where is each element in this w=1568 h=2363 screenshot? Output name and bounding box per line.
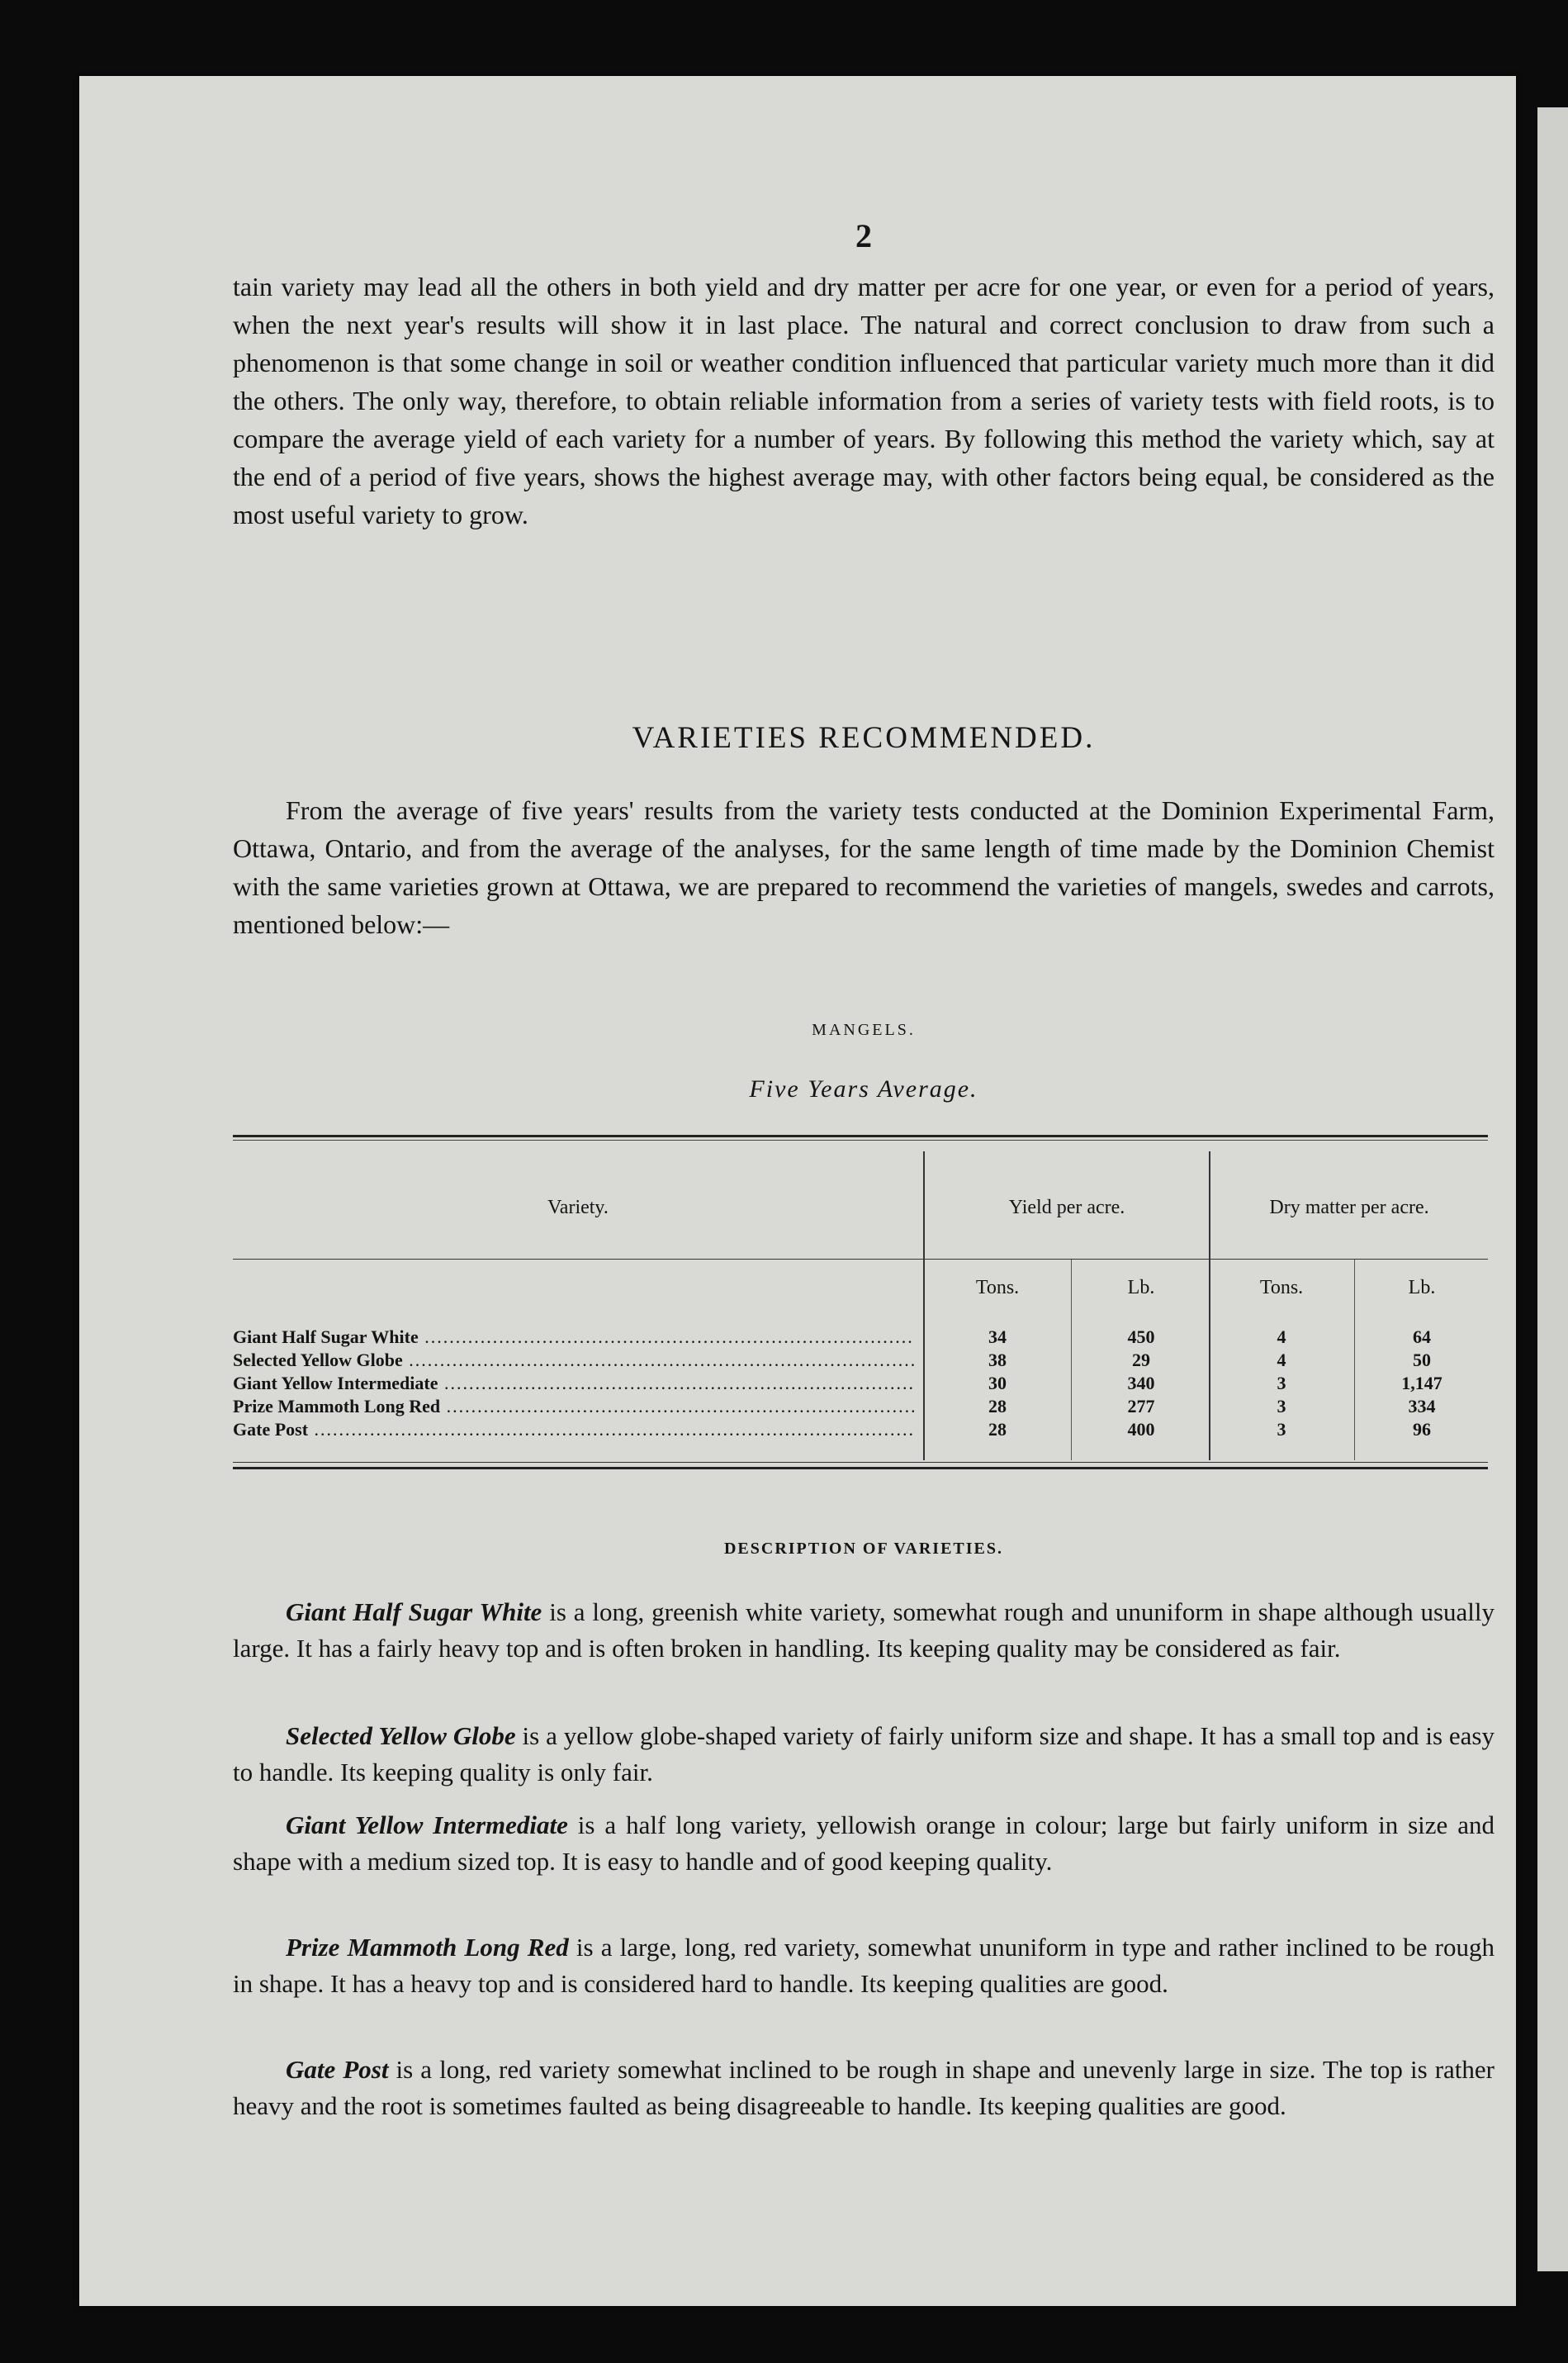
variety-text: is a large, long, red variety, somewhat ununiform in type and rather inclined to be rough in shape. It has a heavy top and is considered hard to handle. Its keeping qualities are good.	[233, 1933, 1495, 1998]
table-bottom-rule-thin	[233, 1462, 1488, 1463]
row-dry-tons: 3	[1277, 1419, 1286, 1440]
header-dry-matter: Dry matter per acre.	[1269, 1197, 1429, 1218]
unit-dry-lb: Lb.	[1408, 1277, 1436, 1298]
row-yield-tons: 28	[988, 1419, 1007, 1440]
row-yield-tons: 34	[988, 1326, 1007, 1347]
variety-text: is a yellow globe-shaped variety of fairly uniform size and shape. It has a small top and is easy to handle. Its keeping quality is only fair.	[233, 1721, 1495, 1786]
intro-paragraph: tain variety may lead all the others in both yield and dry matter per acre for one year, or even for a period of years, when the next year's results will show it in last place. The natural and correct conclusion to draw from such a phenomenon is that some change in soil or weather condition influenced that particular variety much more than it did the others. The only way, therefore, to obtain reliable information from a series of variety tests with field roots, is to compare the average yield of each variety for a number of years. By following this method the variety which, say at the end of a period of five years, shows the highest average may, with other factors being equal, be considered as the most useful variety to grow.	[233, 272, 1495, 529]
row-yield-lb: 340	[1127, 1373, 1155, 1393]
recommend-paragraph: From the average of five years' results from the variety tests conducted at the Dominion Experimental Farm, Ottawa, Ontario, and from the average of the analyses, for the same length of time made by the Dominion Chemist with the same varieties grown at Ottawa, we are prepared to recommend the varieties of mangels, swedes and carrots, mentioned below:—	[233, 795, 1495, 939]
row-yield-lb: 29	[1132, 1350, 1150, 1370]
variety-text: is a long, greenish white variety, somewhat rough and ununiform in shape although usually large. It has a fairly heavy top and is often broken in handling. Its keeping quality may be considered as fair.	[233, 1597, 1495, 1663]
table-bottom-rule	[233, 1467, 1488, 1469]
table-row	[233, 1419, 1488, 1442]
row-yield-tons: 30	[988, 1373, 1007, 1393]
table-row	[233, 1350, 1488, 1373]
table-row	[233, 1373, 1488, 1396]
variety-description	[233, 2052, 1495, 2124]
variety-name: Giant Yellow Intermediate	[286, 1810, 568, 1839]
row-dry-lb: 1,147	[1401, 1373, 1442, 1393]
row-dry-tons: 4	[1277, 1326, 1286, 1347]
row-yield-tons: 38	[988, 1350, 1007, 1370]
variety-text: is a long, red variety somewhat inclined to be rough in shape and unevenly large in size. The top is rather heavy and the root is sometimes faulted as being disagreeable to handle. Its keeping qualities are good.	[233, 2055, 1495, 2120]
average-heading: Five Years Average.	[749, 1075, 978, 1103]
variety-description	[233, 1594, 1495, 1667]
variety-description	[233, 1718, 1495, 1791]
page-number: 2	[855, 217, 872, 254]
variety-description	[233, 1929, 1495, 2002]
table-top-rule	[233, 1135, 1488, 1137]
variety-name: Gate Post	[286, 2055, 389, 2084]
header-variety: Variety.	[547, 1197, 609, 1218]
variety-text: is a half long variety, yellowish orange in colour; large but fairly uniform in size and shape with a medium sized top. It is easy to handle and of good keeping quality.	[233, 1810, 1495, 1876]
variety-description	[233, 1807, 1495, 1880]
table-header-rule	[233, 1259, 1488, 1260]
unit-dry-tons: Tons.	[1259, 1277, 1304, 1298]
row-dry-lb: 334	[1408, 1396, 1436, 1416]
row-variety: Giant Yellow Intermediate .....	[233, 1373, 914, 1394]
row-dry-lb: 96	[1413, 1419, 1431, 1440]
row-variety: Selected Yellow Globe .....	[233, 1350, 914, 1371]
row-variety: Giant Half Sugar White .....	[233, 1326, 914, 1348]
row-dry-tons: 3	[1277, 1396, 1286, 1416]
description-heading: DESCRIPTION OF VARIETIES.	[723, 1540, 1004, 1558]
variety-name: Selected Yellow Globe	[286, 1721, 516, 1750]
mangels-heading: MANGELS.	[812, 1021, 916, 1039]
adjacent-page-edge	[1537, 107, 1568, 2271]
row-dry-lb: 64	[1413, 1326, 1431, 1347]
row-yield-lb: 400	[1127, 1419, 1155, 1440]
variety-name: Giant Half Sugar White	[286, 1597, 542, 1626]
row-variety: Gate Post .....	[233, 1419, 914, 1440]
row-yield-tons: 28	[988, 1396, 1007, 1416]
variety-name: Prize Mammoth Long Red	[286, 1933, 569, 1962]
table-top-rule-thin	[233, 1140, 1488, 1141]
unit-yield-tons: Tons.	[975, 1277, 1020, 1298]
row-dry-lb: 50	[1413, 1350, 1431, 1370]
table-row	[233, 1396, 1488, 1419]
document-page	[79, 76, 1516, 2306]
row-yield-lb: 450	[1127, 1326, 1155, 1347]
table-row	[233, 1326, 1488, 1350]
row-dry-tons: 3	[1277, 1373, 1286, 1393]
row-dry-tons: 4	[1277, 1350, 1286, 1370]
section-heading: VARIETIES RECOMMENDED.	[632, 721, 1096, 755]
header-yield: Yield per acre.	[1008, 1197, 1125, 1218]
mangels-table	[233, 1135, 1488, 1478]
row-variety: Prize Mammoth Long Red .....	[233, 1396, 914, 1417]
row-yield-lb: 277	[1127, 1396, 1155, 1416]
unit-yield-lb: Lb.	[1127, 1277, 1155, 1298]
